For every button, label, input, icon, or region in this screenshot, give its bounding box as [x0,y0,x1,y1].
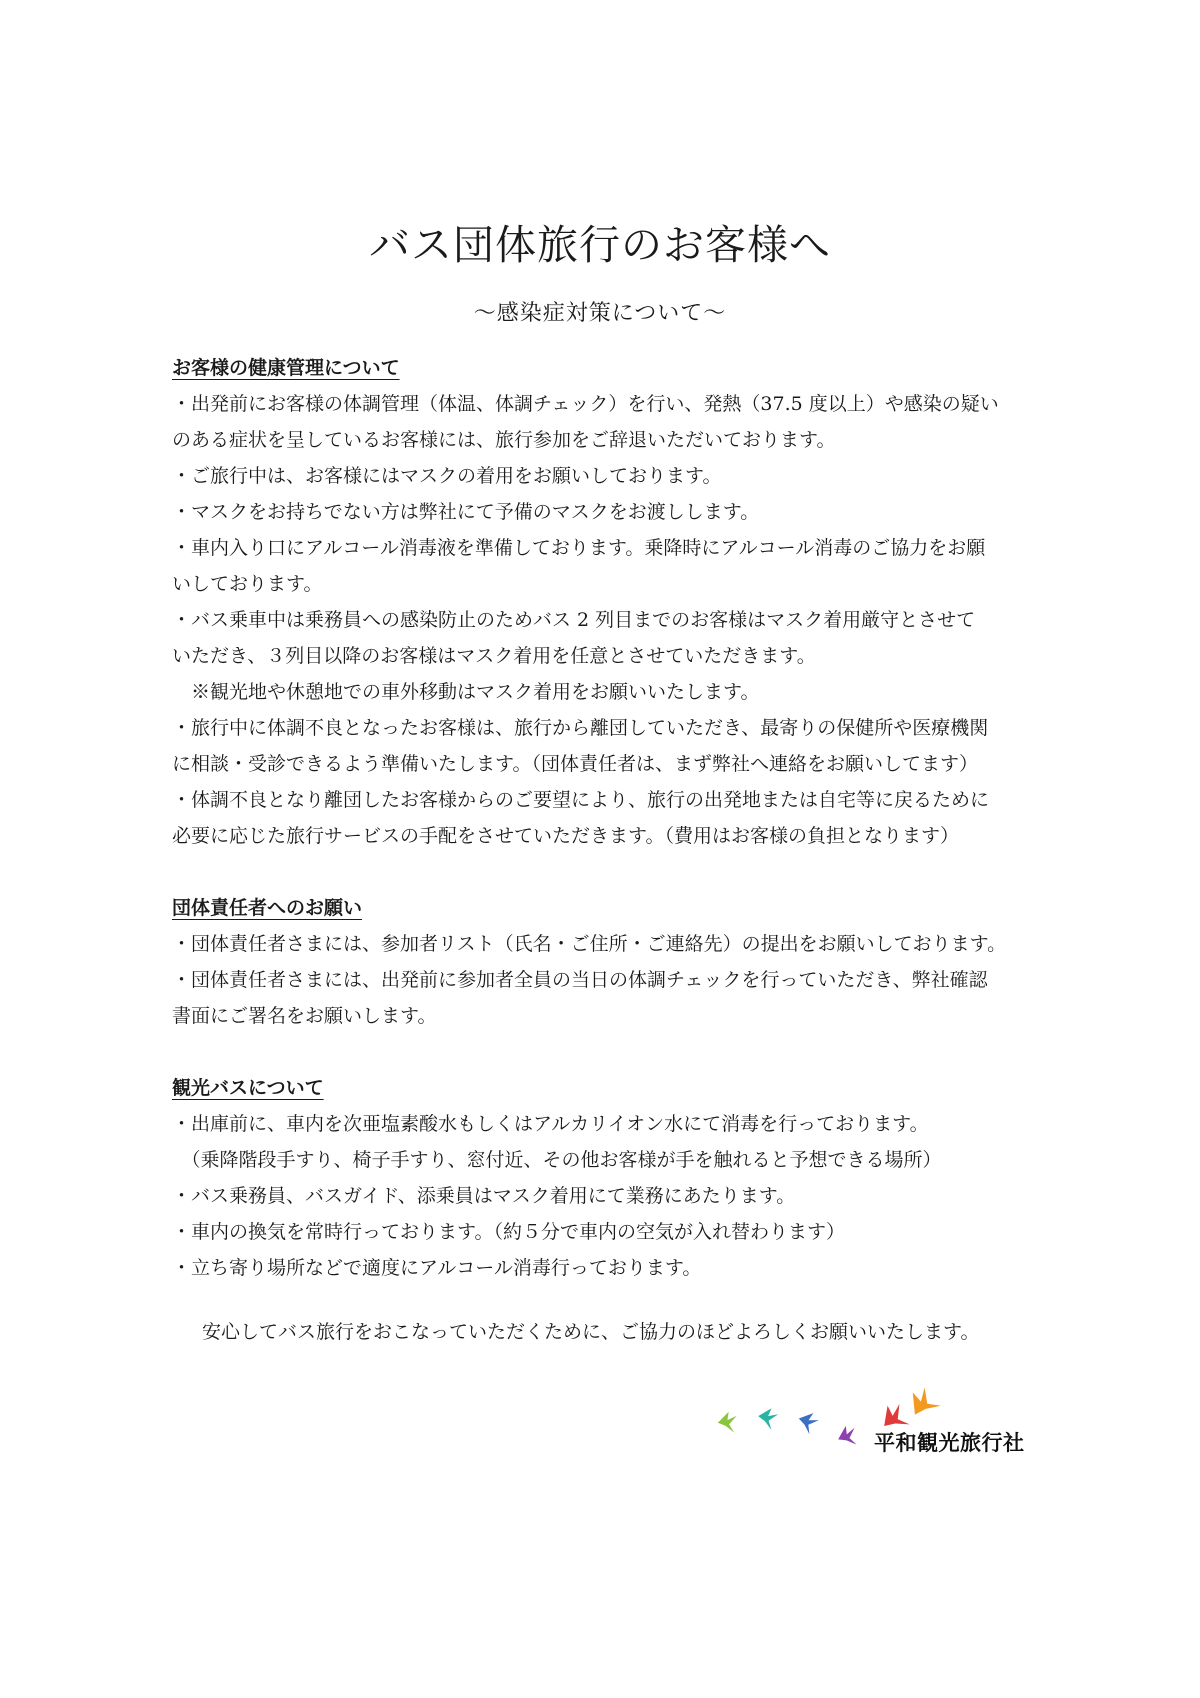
body-line: ・車内の換気を常時行っております。（約５分で車内の空気が入れ替わります） [172,1221,845,1243]
body-line: ・バス乗務員、バスガイド、添乗員はマスク着用にて業務にあたります。 [172,1185,796,1207]
page-title: バス団体旅行のお客様へ [369,221,831,269]
closing-message: 安心してバス旅行をおこなっていただくために、ご協力のほどよろしくお願いいたします。 [202,1321,980,1343]
body-line: に相談・受診できるよう準備いたします。（団体責任者は、まず弊社へ連絡をお願いしてます） [172,753,978,775]
section-heading: 観光バスについて [172,1077,324,1099]
body-line: 書面にご署名をお願いします。 [172,1005,437,1027]
section-health [172,350,1052,854]
body-line: ・バス乗車中は乗務員への感染防止のためバス 2 列目までのお客様はマスク着用厳守とさせて [172,609,976,631]
body-line: ・出発前にお客様の体調管理（体温、体調チェック）を行い、発熱（37.5 度以上）や感染の疑い [172,393,999,415]
page-subtitle: 〜感染症対策について〜 [473,301,727,326]
body-line: （乗降階段手すり、椅子手すり、窓付近、その他お客様が手を触れると予想できる場所） [172,1149,942,1171]
company-name: 平和観光旅行社 [874,1431,1025,1455]
document-body [172,350,1052,1350]
section-spacer [172,854,1052,890]
body-line: ・団体責任者さまには、参加者リスト（氏名・ご住所・ご連絡先）の提出をお願いしております。 [172,933,1007,955]
section-heading: お客様の健康管理について [172,357,400,379]
body-line: ・旅行中に体調不良となったお客様は、旅行から離団していただき、最寄りの保健所や医療機関 [172,717,989,739]
bird-mark [757,1407,779,1430]
body-line: ・出庫前に、車内を次亜塩素酸水もしくはアルカリイオン水にて消毒を行っております。 [172,1113,929,1135]
body-line: ・立ち寄り場所などで適度にアルコール消毒行っております。 [172,1257,702,1279]
section-group-leader [172,890,1052,1034]
body-line: ・ご旅行中は、お客様にはマスクの着用をお願いしております。 [172,465,722,487]
body-line: ・車内入り口にアルコール消毒液を準備しております。乗降時にアルコール消毒のご協力をお願 [172,537,986,559]
body-line: ※観光地や休憩地での車外移動はマスク着用をお願いいたします。 [172,681,760,703]
body-line: 必要に応じた旅行サービスの手配をさせていただきます。（費用はお客様の負担となります） [172,825,959,847]
body-line: ・団体責任者さまには、出発前に参加者全員の当日の体調チェックを行っていただき、弊社確認 [172,969,988,991]
body-line: いただき、３列目以降のお客様はマスク着用を任意とさせていただきます。 [172,645,816,667]
bird-mark [834,1423,861,1451]
body-line: いしております。 [172,573,323,595]
section-heading: 団体責任者へのお願い [172,897,363,919]
section-spacer [172,1034,1052,1070]
bird-mark [796,1410,821,1436]
body-line: ・マスクをお持ちでない方は弊社にて予備のマスクをお渡しします。 [172,501,760,523]
body-line: のある症状を呈しているお客様には、旅行参加をご辞退いただいております。 [172,429,836,451]
section-tour-bus [172,1070,1052,1286]
body-line: ・体調不良となり離団したお客様からのご要望により、旅行の出発地または自宅等に戻るために [172,789,990,811]
bird-mark [716,1410,739,1435]
bird-mark [904,1383,945,1423]
